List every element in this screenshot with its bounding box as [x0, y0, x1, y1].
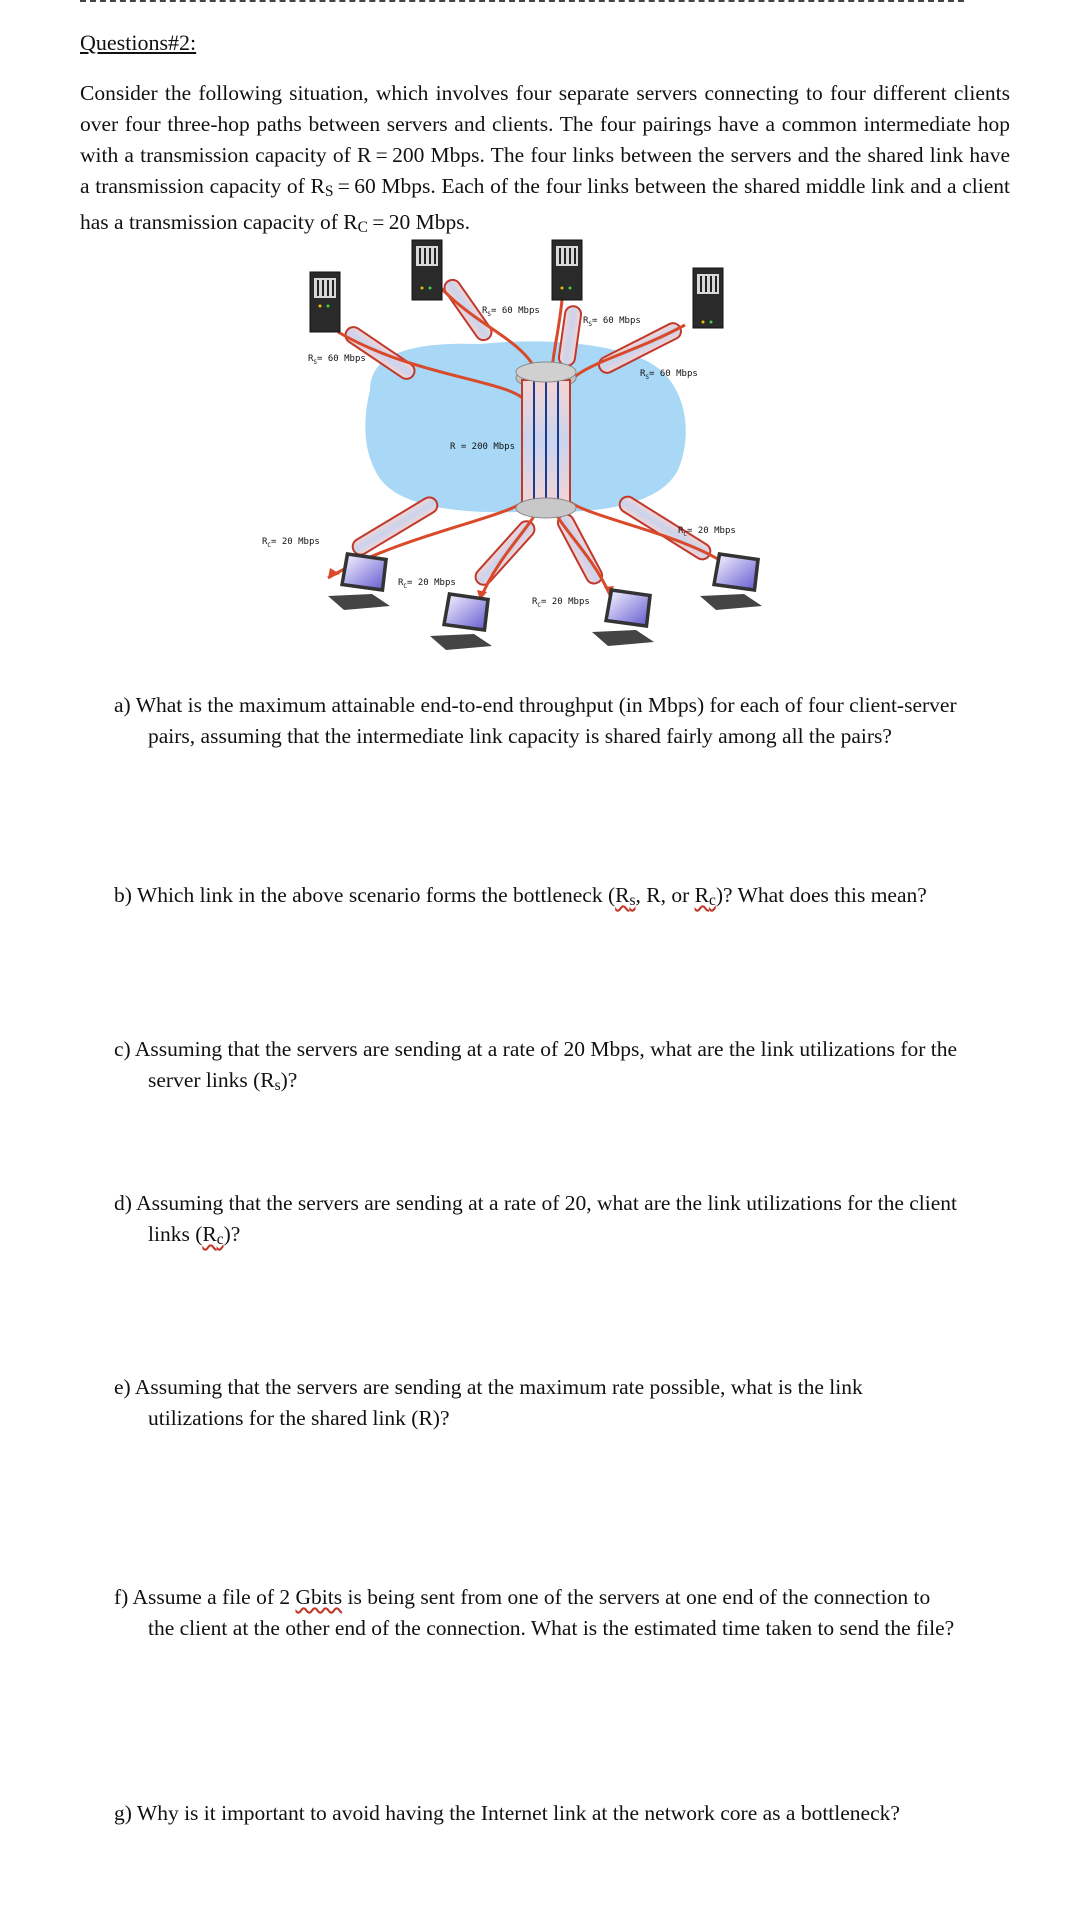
- question-b: b) Which link in the above scenario forms the bottleneck ($R_s$, R, or $R_c$)? What does this mean?: [114, 883, 927, 910]
- server-link-label: $R_S= 60$ Mbps: [482, 306, 540, 318]
- question-a: a) What is the maximum attainable end-to-end throughput (in Mbps) for each of four client-server pairs, assuming that the intermediate link capacity is shared fairly among all the pairs?: [114, 693, 957, 748]
- dashed-separator: [80, 0, 964, 4]
- server-icon: [552, 240, 582, 300]
- client-computer-icon: [430, 592, 492, 650]
- server-link-label: $R_S= 60$ Mbps: [640, 369, 698, 381]
- shared-link: [516, 362, 576, 518]
- question-e: e) Assuming that the servers are sending at the maximum rate possible, what is the link utilizations for the shared link (R)?: [114, 1375, 863, 1430]
- server-icon: [310, 272, 340, 332]
- client-link-label: $R_C= 20$ Mbps: [398, 578, 456, 590]
- network-diagram: [262, 230, 820, 640]
- client-link-label: $R_C= 20$ Mbps: [262, 537, 320, 549]
- server-icon: [693, 268, 723, 328]
- client-computer-icon: [328, 552, 390, 610]
- server-link-label: $R_S= 60$ Mbps: [308, 354, 366, 366]
- intro-paragraph: Consider the following situation, which involves four separate servers connecting to four different clients over four three-hop paths between servers and clients. The four pairings have a common intermediate hop with a transmission capacity of R = 200 Mbps. The four links between the servers and the shared link have a transmission capacity of $R_S = 60$ Mbps. Each of the four links between the shared middle link and a client has a transmission capacity of $R_C = 20$ Mbps.: [80, 81, 1010, 237]
- shared-link-label: R = 200 Mbps: [450, 442, 516, 452]
- client-link-label: $R_C= 20$ Mbps: [532, 597, 590, 609]
- question-f: f) Assume a file of 2 Gbits is being sent from one of the servers at one end of the connection to the client at the other end of the connection. What is the estimated time taken to send the file?: [114, 1585, 955, 1640]
- client-link-label: $R_C= 20$ Mbps: [678, 526, 736, 538]
- server-link-label: $R_S= 60$ Mbps: [583, 316, 641, 328]
- server-icon: [412, 240, 442, 300]
- question-heading: Questions#2:: [80, 30, 197, 55]
- traffic-arrowheads: [328, 559, 732, 600]
- question-c: c) Assuming that the servers are sending at a rate of 20 Mbps, what are the link utilizations for the server links $(R_s)$?: [114, 1037, 958, 1095]
- client-computer-icon: [592, 588, 654, 646]
- question-d: d) Assuming that the servers are sending at a rate of 20, what are the link utilizations for the client links $(R_c)$?: [114, 1191, 958, 1249]
- question-g: g) Why is it important to avoid having the Internet link at the network core as a bottleneck?: [114, 1801, 900, 1825]
- client-computer-icon: [700, 552, 762, 610]
